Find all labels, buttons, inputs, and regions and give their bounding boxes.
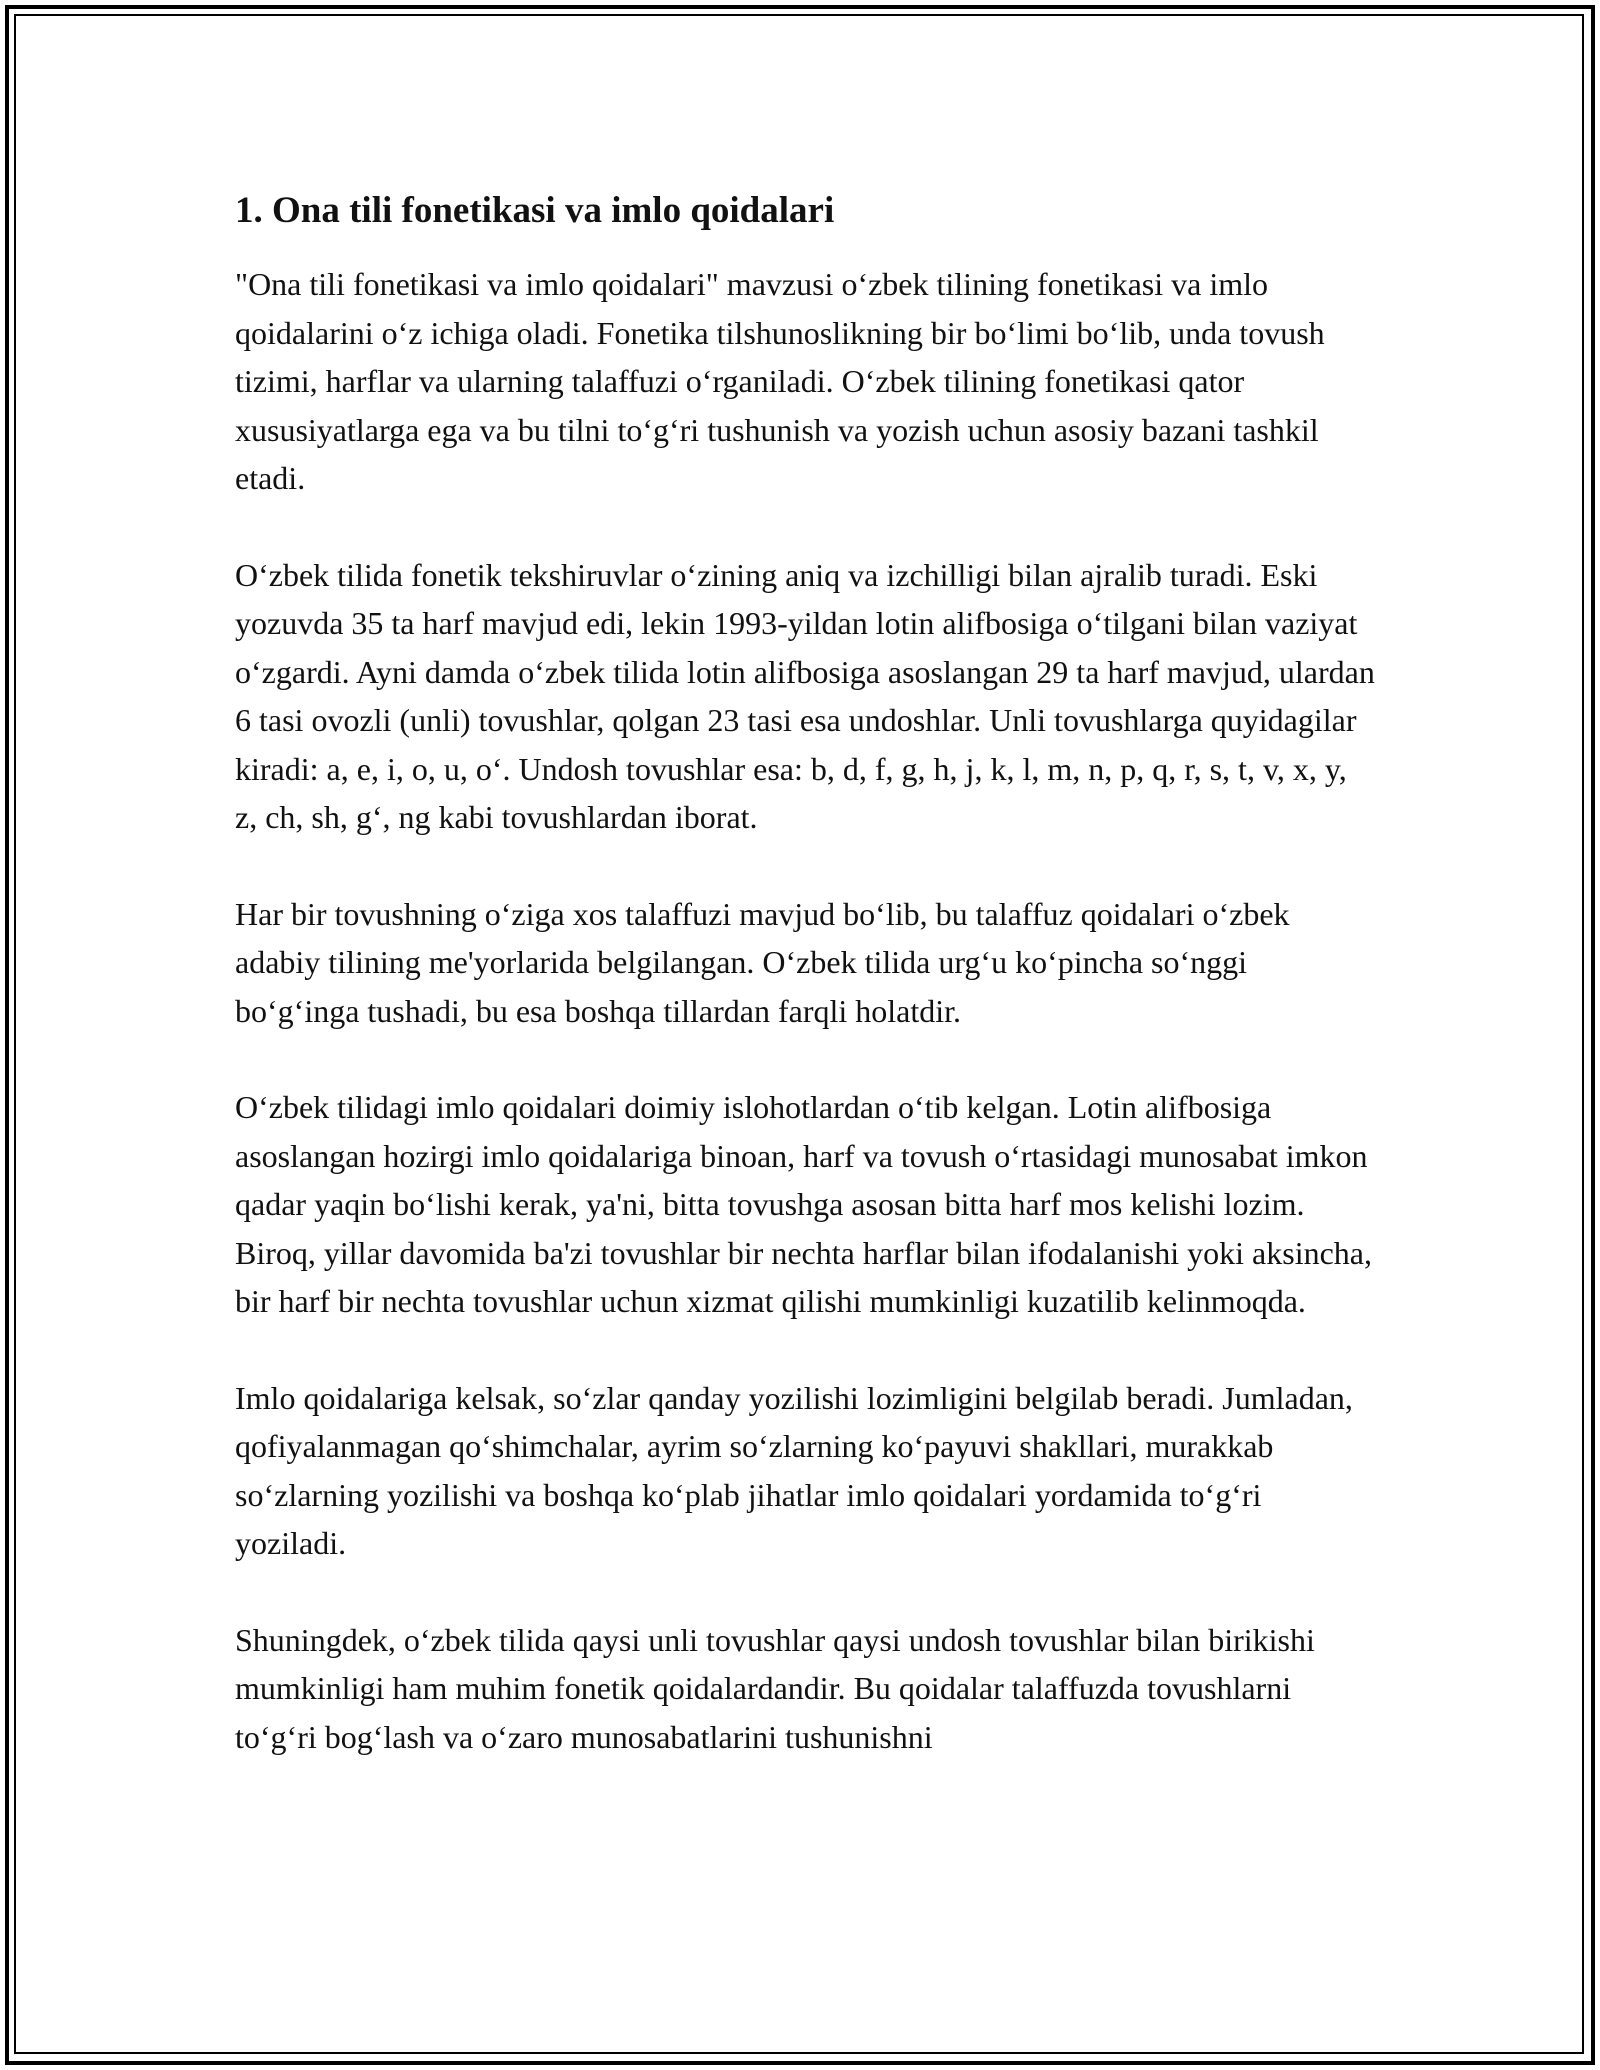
paragraph-spelling-reforms: Oʻzbek tilidagi imlo qoidalari doimiy islohotlardan oʻtib kelgan. Lotin alifbosiga asoslangan hozirgi imlo qoidalariga binoan, harf va tovush oʻrtasidagi munosabat imkon qadar yaqin boʻlishi kerak, ya'ni, bitta tovushga asosan bitta harf mos kelishi lozim. Biroq, yillar davomida ba'zi tovushlar bir nechta harflar bilan ifodalanishi yoki aksincha, bir harf bir nechta tovushlar uchun xizmat qilishi mumkinligi kuzatilib kelinmoqda.: [235, 1089, 1372, 1319]
paragraph-alphabet: Oʻzbek tilida fonetik tekshiruvlar oʻzining aniq va izchilligi bilan ajralib turadi. Eski yozuvda 35 ta harf mavjud edi, lekin 1993-yildan lotin alifbosiga oʻtilgani bilan vaziyat oʻzgardi. Ayni damda oʻzbek tilida lotin alifbosiga asoslangan 29 ta harf mavjud, ulardan 6 tasi ovozli (unli) tovushlar, qolgan 23 tasi esa undoshlar. Unli tovushlarga quyidagilar kiradi: a, e, i, o, u, oʻ. Undosh tovushlar esa: b, d, f, g, h, j, k, l, m, n, p, q, r, s, t, v, x, y, z, ch, sh, gʻ, ng kabi tovushlardan iborat.: [235, 556, 1375, 835]
paragraph-intro: "Ona tili fonetikasi va imlo qoidalari" mavzusi oʻzbek tilining fonetikasi va imlo qoidalarini oʻz ichiga oladi. Fonetika tilshunoslikning bir boʻlimi boʻlib, unda tovush tizimi, harflar va ularning talaffuzi oʻrganiladi. Oʻzbek tilining fonetikasi qator xususiyatlarga ega va bu tilni toʻgʻri tushunish va yozish uchun asosiy bazani tashkil etadi.: [235, 266, 1325, 496]
paragraph-spelling-rules: Imlo qoidalariga kelsak, soʻzlar qanday yozilishi lozimligini belgilab beradi. Jumladan, qofiyalanmagan qoʻshimchalar, ayrim soʻzlarning koʻpayuvi shakllari, murakkab soʻzlarning yozilishi va boshqa koʻplab jihatlar imlo qoidalari yordamida toʻgʻri yoziladi.: [235, 1379, 1353, 1561]
document-title: 1. Ona tili fonetikasi va imlo qoidalari: [235, 190, 835, 231]
paragraph-pronunciation: Har bir tovushning oʻziga xos talaffuzi mavjud boʻlib, bu talaffuz qoidalari oʻzbek adabiy tilining me'yorlarida belgilangan. Oʻzbek tilida urgʻu koʻpincha soʻnggi boʻgʻinga tushadi, bu esa boshqa tillardan farqli holatdir.: [235, 895, 1290, 1029]
paragraph-sound-combinations: Shuningdek, oʻzbek tilida qaysi unli tovushlar qaysi undosh tovushlar bilan birikishi mumkinligi ham muhim fonetik qoidalardandir. Bu qoidalar talaffuzda tovushlarni toʻgʻri bogʻlash va oʻzaro munosabatlarini tushunishni: [235, 1621, 1315, 1755]
document-body: [235, 186, 1375, 1809]
